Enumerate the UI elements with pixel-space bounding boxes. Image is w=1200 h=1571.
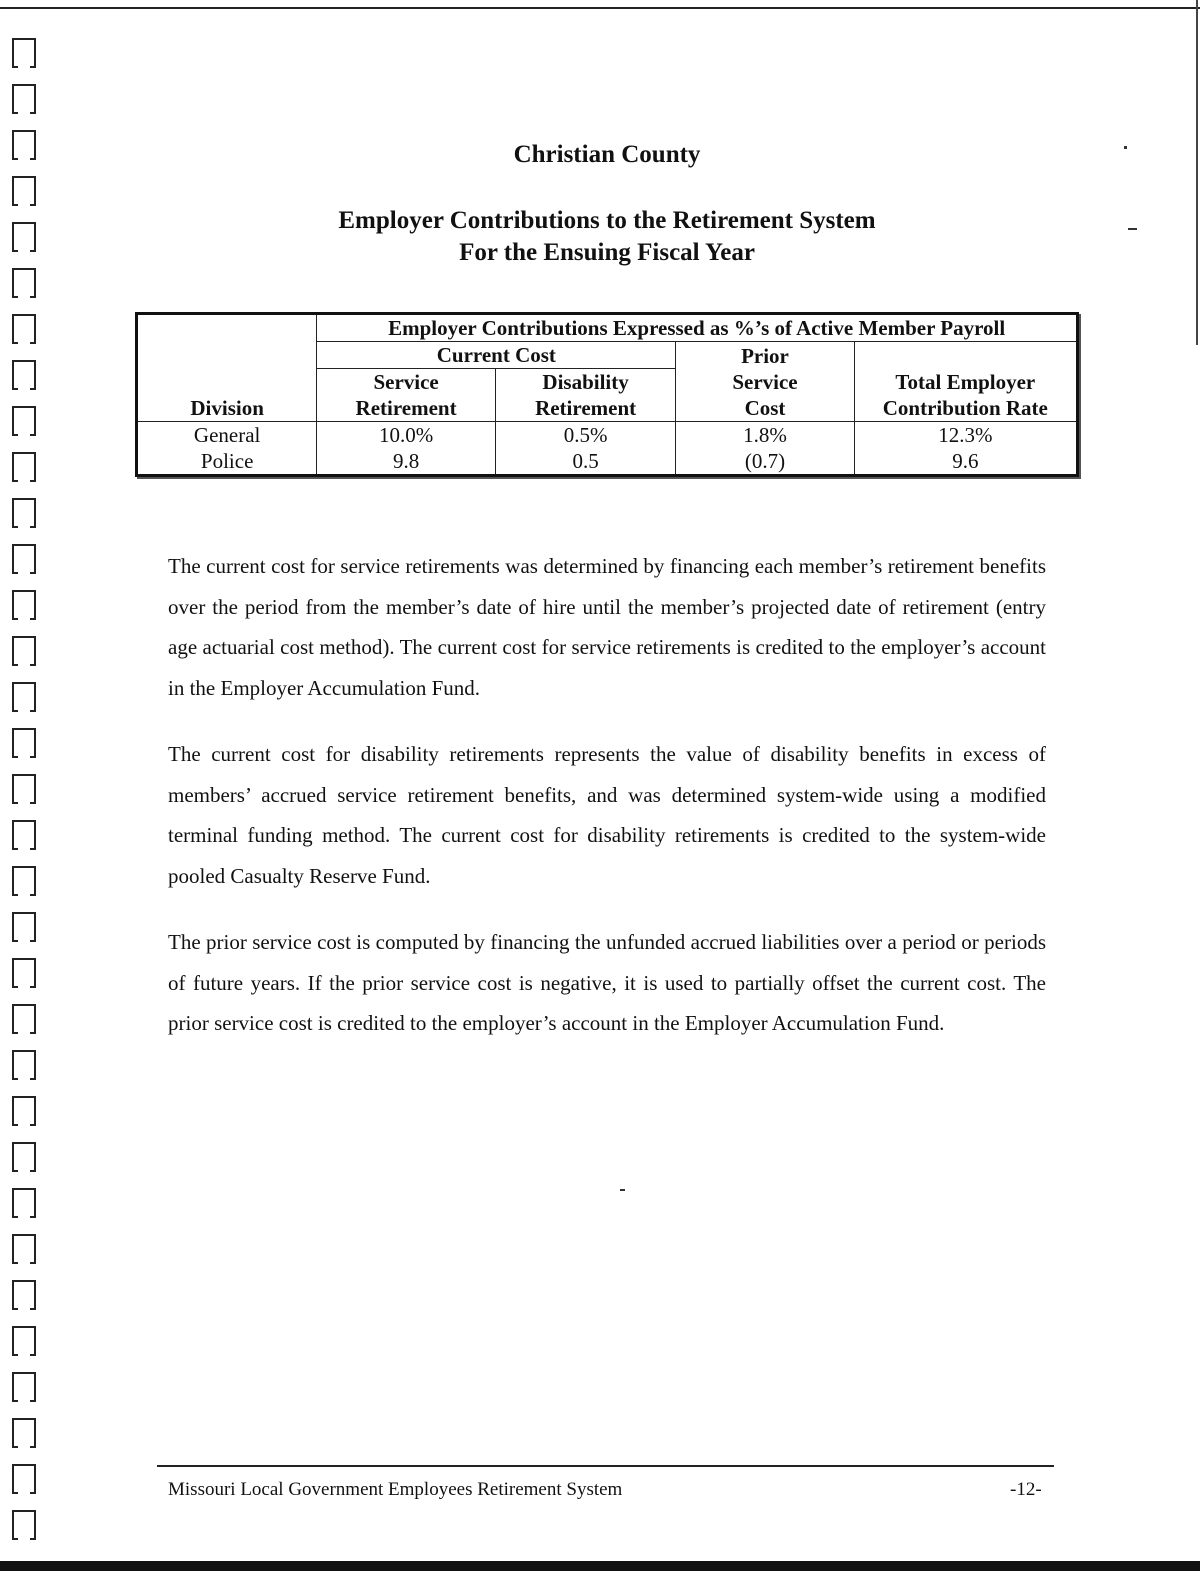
prior-service-header-line: Cost xyxy=(744,395,786,420)
service-retirement-cell: 9.8 xyxy=(317,448,496,476)
total-contribution-header xyxy=(854,342,1077,422)
prior-service-header-line: Service xyxy=(732,369,798,394)
binder-hole xyxy=(12,1280,36,1308)
current-cost-header: Current Cost xyxy=(317,342,676,369)
binder-hole xyxy=(12,636,36,664)
binder-hole xyxy=(12,682,36,710)
table-row xyxy=(137,422,1078,449)
prior-service-cell: 1.8% xyxy=(676,422,854,449)
report-title-line-2: For the Ensuing Fiscal Year xyxy=(459,239,755,266)
binder-hole xyxy=(12,1096,36,1124)
binder-hole xyxy=(12,498,36,526)
table-header-row xyxy=(137,314,1078,342)
binder-hole xyxy=(12,452,36,480)
service-header-line: Retirement xyxy=(355,396,457,420)
service-retirement-cell: 10.0% xyxy=(317,422,496,449)
binder-hole xyxy=(12,1326,36,1354)
footer-rule xyxy=(157,1465,1054,1467)
binder-hole xyxy=(12,866,36,894)
binder-hole xyxy=(12,1372,36,1400)
binder-hole xyxy=(12,820,36,848)
prior-service-cell: (0.7) xyxy=(676,448,854,476)
service-retirement-header xyxy=(317,369,496,422)
prior-service-cost-header xyxy=(676,342,854,422)
binder-hole xyxy=(12,1418,36,1446)
page-top-border xyxy=(0,0,1200,9)
disability-header-line: Retirement xyxy=(535,396,637,420)
binder-hole xyxy=(12,360,36,388)
disability-retirement-header xyxy=(495,369,676,422)
footer-organization: Missouri Local Government Employees Retirement System xyxy=(168,1479,623,1500)
division-cell: General xyxy=(193,423,261,447)
contributions-table xyxy=(135,312,1079,477)
binder-hole xyxy=(12,176,36,204)
disability-header-line: Disability xyxy=(542,370,629,394)
binder-hole xyxy=(12,1188,36,1216)
binder-hole xyxy=(12,590,36,618)
disability-retirement-cell: 0.5% xyxy=(495,422,676,449)
binder-hole xyxy=(12,1234,36,1262)
county-title: Christian County xyxy=(513,141,701,168)
binder-hole xyxy=(12,958,36,986)
service-header-line: Service xyxy=(373,370,439,394)
binder-hole xyxy=(12,544,36,572)
binder-hole xyxy=(12,314,36,342)
binder-hole xyxy=(12,84,36,112)
report-title-line-1: Employer Contributions to the Retirement System xyxy=(338,207,876,234)
body-text xyxy=(168,546,1046,1070)
binder-hole xyxy=(12,912,36,940)
binder-hole xyxy=(12,406,36,434)
total-rate-cell: 12.3% xyxy=(854,422,1077,449)
total-header-line: Contribution Rate xyxy=(882,396,1048,420)
binder-hole xyxy=(12,1004,36,1032)
division-cell: Police xyxy=(200,449,254,473)
binder-hole xyxy=(12,1050,36,1078)
division-header: Division xyxy=(137,314,317,422)
page-bottom-border xyxy=(0,1561,1200,1571)
spanning-header: Employer Contributions Expressed as %’s of Active Member Payroll xyxy=(317,314,1078,342)
binder-hole xyxy=(12,1510,36,1538)
binder-hole xyxy=(12,1464,36,1492)
binder-hole xyxy=(12,728,36,756)
table-row xyxy=(137,448,1078,476)
report-title xyxy=(0,205,1200,269)
paragraph-service-cost: The current cost for service retirements was determined by financing each member’s retirement benefits over the period from the member’s date of hire until the member’s projected date of retirement (entry age actuarial cost method). The current cost for service retirements is credited to the employer’s account in the Employer Accumulation Fund. xyxy=(168,554,1046,700)
binder-hole xyxy=(12,38,36,66)
paragraph-disability-cost: The current cost for disability retirements represents the value of disability benefits in excess of members’ accrued service retirement benefits, and was determined system-wide using a modified terminal funding method. The current cost for disability retirements is credited to the system-wide pooled Casualty Reserve Fund. xyxy=(168,742,1046,888)
total-header-line: Total Employer xyxy=(895,370,1036,394)
binder-hole xyxy=(12,268,36,296)
binder-hole xyxy=(12,774,36,802)
page-right-edge xyxy=(1196,0,1198,345)
disability-retirement-cell: 0.5 xyxy=(495,448,676,476)
prior-service-header-line: Prior xyxy=(741,343,789,368)
binder-hole xyxy=(12,1142,36,1170)
total-rate-cell: 9.6 xyxy=(854,448,1077,476)
page-number: -12- xyxy=(1010,1479,1042,1500)
paragraph-prior-service-cost: The prior service cost is computed by financing the unfunded accrued liabilities over a period or periods of future years. If the prior service cost is negative, it is used to partially offset the current cost. The prior service cost is credited to the employer’s account in the Employer Accumulation Fund. xyxy=(168,930,1046,1035)
scan-speck xyxy=(620,1189,625,1191)
